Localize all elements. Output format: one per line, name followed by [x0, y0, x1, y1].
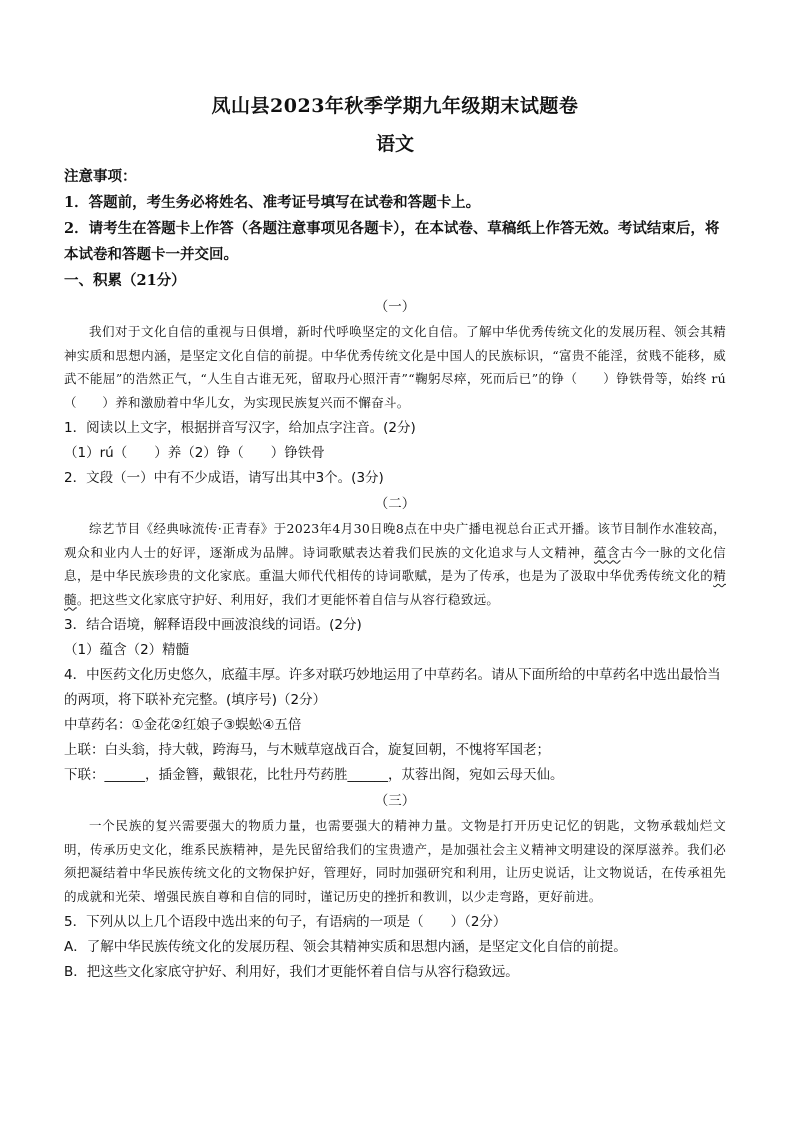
wavy-word-2: 精髓: [64, 568, 726, 607]
passage2-label: （二）: [374, 496, 416, 512]
notice-item-1: 1．答题前，考生务必将姓名、准考证号填写在试卷和答题卡上。: [64, 194, 481, 211]
notice-item-2: 2．请考生在答题卡上作答（各题注意事项见各题卡），在本试卷、草稿纸上作答无效。考试结束后，将本试卷和答题卡一并交回。: [64, 220, 720, 263]
notice-heading: 注意事项：: [64, 168, 137, 185]
question-4-lower-couplet: 下联：______，插金簪，戴银花，比牡丹芍药胜______，苁蓉出阁，宛如云母天仙。: [64, 767, 564, 783]
passage2-text: [64, 517, 726, 611]
question-4-upper-couplet: 上联：白头翁，持大戟，跨海马，与木贼草寇战百合，旋复回朝，不愧将军国老；: [64, 742, 550, 758]
passage1-label: （一）: [374, 299, 416, 315]
question-5: 5．下列从以上几个语段中选出来的句子，有语病的一项是（ ）（2分）: [64, 914, 507, 930]
passage3-text: 一个民族的复兴需要强大的物质力量，也需要强大的精神力量。文物是打开历史记忆的钥匙，文物承载灿烂文明，传承历史文化，维系民族精神，是先民留给我们的宝贵遗产，是加强社会主义精神文明建设的深厚滋养。我们必须把凝结着中华民族传统文化的文物保护好，管理好，同时加强研究和利用，让历史说话，让文物说话，在传承祖先的成就和光荣、增强民族自尊和自信的同时，谨记历史的挫折和教训，以少走弯路，更好前进。: [64, 818, 726, 904]
question-4-herbs: 中草药名：①金花②红娘子③蜈蚣④五倍: [64, 717, 302, 733]
question-1: 1．阅读以上文字，根据拼音写汉字，给加点字注音。(2分): [64, 420, 416, 436]
question-5-option-a: A．了解中华民族传统文化的发展历程、领会其精神实质和思想内涵，是坚定文化自信的前提。: [64, 939, 627, 955]
question-4: 4．中医药文化历史悠久，底蕴丰厚。许多对联巧妙地运用了中草药名。请从下面所给的中草药名中选出最恰当的两项，将下联补充完整。(填序号)（2分）: [64, 667, 721, 708]
passage2-text-b: 古今一脉的文化信息，是中华民族珍贵的文化家底。重温大师代代相传的诗词歌赋，是为了传承，也是为了汲取中华优秀传统文化的: [64, 544, 726, 583]
question-1-sub: （1）rú（ ）养（2）铮（ ）铮铁骨: [64, 445, 325, 461]
wavy-word-1: 蕴含: [593, 544, 621, 560]
part1-heading: 一、积累（21分）: [64, 272, 186, 289]
passage1-text: 我们对于文化自信的重视与日俱增，新时代呼唤坚定的文化自信。了解中华优秀传统文化的发展历程、领会其精神实质和思想内涵，是坚定文化自信的前提。中华优秀传统文化是中国人的民族标识，“富贵不能淫，贫贱不能移，威武不能屈”的浩然正气，“人生自古谁无死，留取丹心照汗青”“鞠躬尽瘁，死而后已”的铮（ ）铮铁骨等，始终 rú（ ）养和激励着中华儿女，为实现民族复兴而不懈奋斗。: [64, 324, 726, 410]
passage2-text-c: 。把这些文化家底守护好、利用好，我们才更能怀着自信与从容行稳致远。: [76, 591, 500, 607]
passage3-label: （三）: [374, 793, 416, 809]
exam-title: 凤山县2023年秋季学期九年级期末试题卷: [211, 95, 579, 117]
question-2: 2．文段（一）中有不少成语，请写出其中3个。(3分): [64, 470, 384, 486]
question-3: 3．结合语境，解释语段中画波浪线的词语。(2分): [64, 617, 362, 633]
question-3-sub: （1）蕴含（2）精髓: [64, 642, 190, 658]
exam-subject: 语文: [375, 133, 414, 155]
question-5-option-b: B．把这些文化家底守护好、利用好，我们才更能怀着自信与从容行稳致远。: [64, 964, 519, 980]
passage2-text-a: 综艺节目《经典咏流传·正青春》于2023年4月30日晚8点在中央广播电视总台正式开播。该节目制作水准较高，观众和业内人士的好评，逐渐成为品牌。诗词歌赋表达着我们民族的文化追求与人文精神，: [64, 521, 726, 560]
